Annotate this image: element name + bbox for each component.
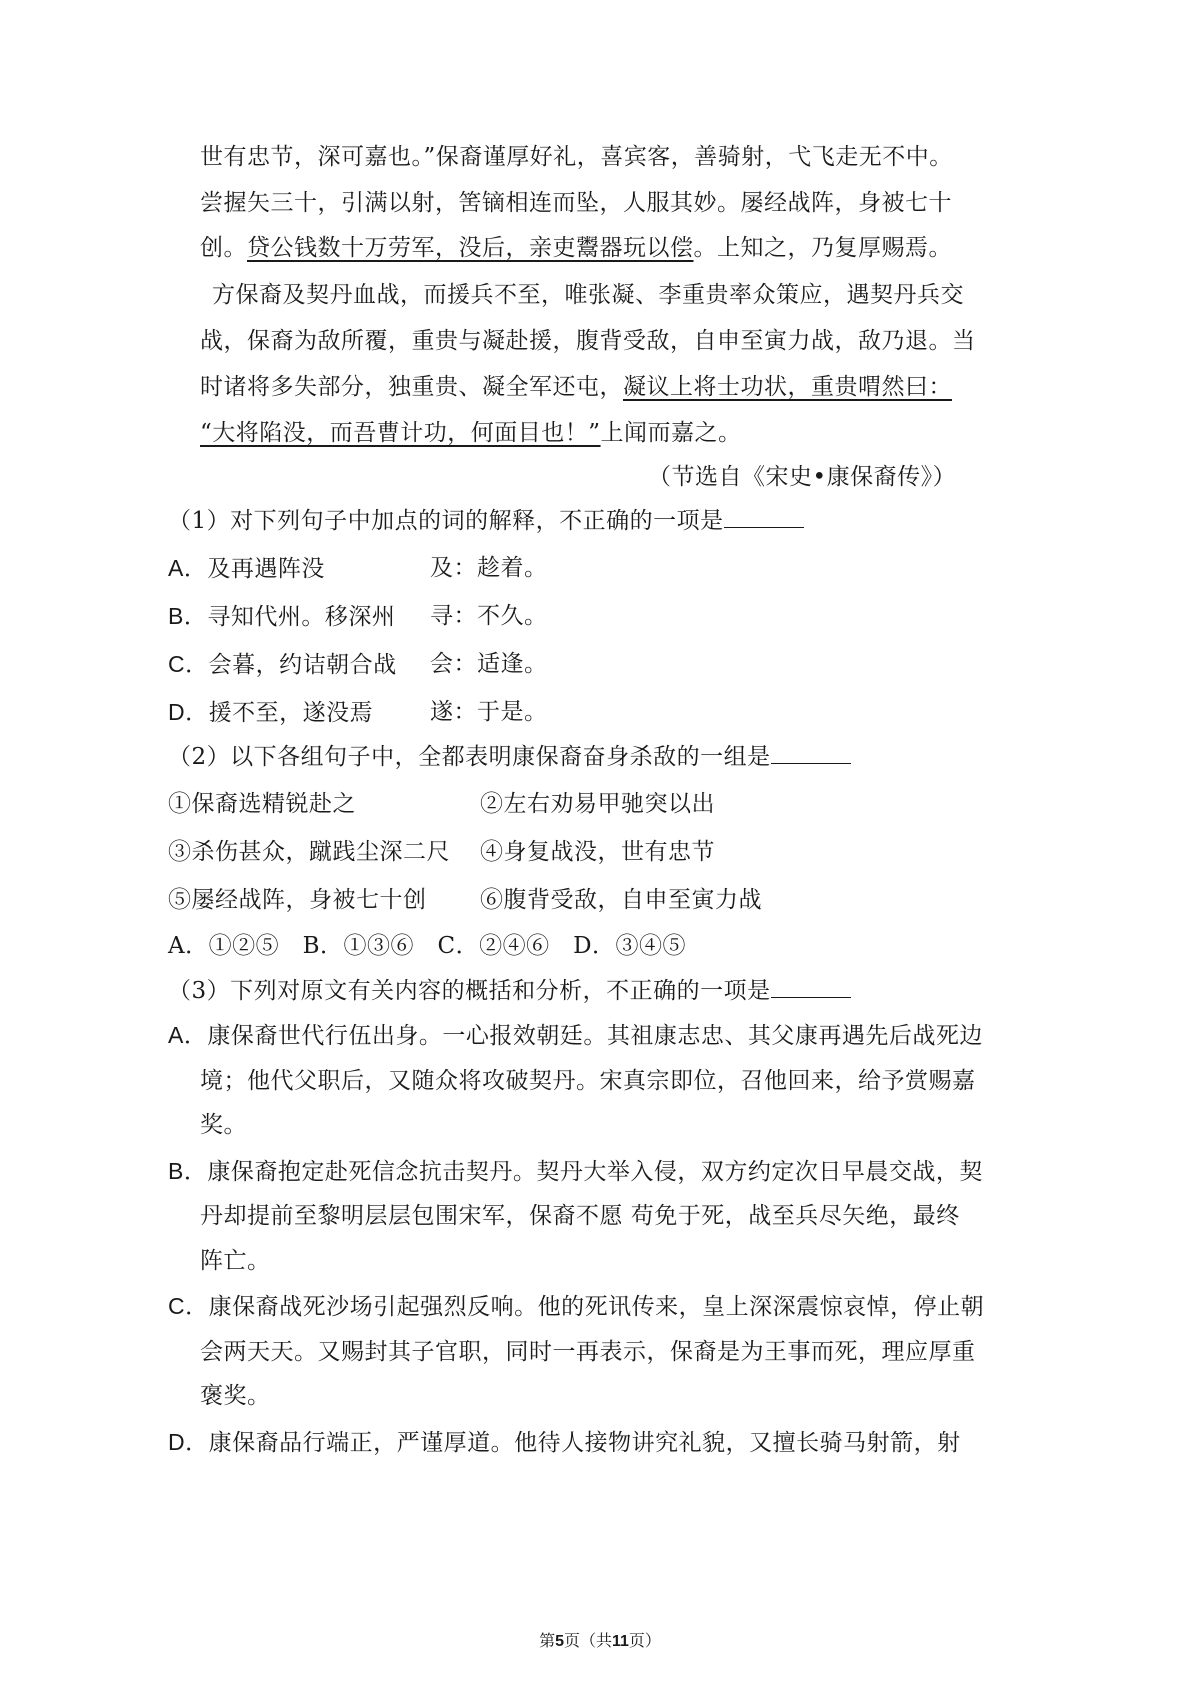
passage-text: 上闻而嘉之。	[600, 420, 742, 446]
q1-option-c-gloss: 会：适逢。	[430, 651, 548, 677]
passage-line: 战，保裔为敌所覆，重贵与凝赴援，腹背受敌，自申至寅力战，敌乃退。当	[200, 328, 976, 354]
question-text: （3）下列对原文有关内容的概括和分析，不正确的一项是	[168, 978, 771, 1004]
footer-text: 页）	[628, 1631, 661, 1650]
option-letter: D．	[168, 699, 209, 725]
passage-text: 。上知之，乃复厚赐焉。	[693, 235, 952, 261]
passage-line	[200, 233, 952, 263]
option-sentence: 援不至，遂没焉	[208, 700, 374, 726]
option-text: 康保裔战死沙场引起强烈反响。他的死讯传来，皇上深深震惊哀悼，停止朝	[208, 1294, 985, 1320]
q3-option-b[interactable]	[168, 1156, 983, 1187]
option-sentence: 寻知代州。移深州	[207, 604, 396, 630]
underlined-sentence: “大将陷没，而吾曹计功，何面目也！”	[200, 420, 601, 446]
footer-text: 第	[539, 1631, 556, 1650]
answer-blank[interactable]	[724, 505, 804, 528]
option-letter: B．	[168, 1158, 208, 1184]
q1-option-b[interactable]	[168, 601, 395, 632]
q2-item: ①保裔选精锐赴之	[168, 791, 356, 817]
passage-text: 时诸将多失部分，独重贵、凝全军还屯，	[200, 374, 623, 400]
page-footer	[0, 1628, 1200, 1651]
q3-option-a-cont: 境；他代父职后，又随众将攻破契丹。宋真宗即位，召他回来，给予赏赐嘉	[200, 1068, 976, 1094]
page-total: 11	[612, 1633, 629, 1650]
underlined-sentence: 凝议上将士功状，重贵喟然曰：	[623, 374, 952, 400]
q1-option-d-gloss: 遂：于是。	[430, 699, 548, 725]
q3-option-c[interactable]	[168, 1291, 984, 1322]
option-sentence: 及再遇阵没	[207, 556, 325, 582]
option-letter: C．	[168, 651, 209, 677]
question-text: （2）以下各组句子中，全都表明康保裔奋身杀敌的一组是	[168, 744, 771, 770]
q2-item: ②左右劝易甲驰突以出	[480, 791, 715, 817]
option-letter: D．	[168, 1429, 209, 1455]
option-letter: A．	[168, 555, 208, 581]
q2-item: ③杀伤甚众，蹴践尘深二尺	[168, 839, 450, 865]
underlined-sentence: 贷公钱数十万劳军，没后，亲吏鬻器玩以偿	[247, 235, 694, 261]
q1-option-c[interactable]	[168, 649, 397, 680]
passage-line: 方保裔及契丹血战，而援兵不至，唯张凝、李重贵率众策应，遇契丹兵交	[212, 282, 964, 308]
option-letter: B．	[168, 603, 208, 629]
answer-blank[interactable]	[771, 741, 851, 764]
passage-line	[200, 418, 742, 448]
option-sentence: 会暮，约诘朝合战	[208, 652, 397, 678]
page-number: 5	[555, 1633, 564, 1650]
q2-answer-options[interactable]: A．①②⑤ B．①③⑥ C．②④⑥ D．③④⑤	[168, 933, 687, 959]
q1-option-a-gloss: 及：趁着。	[430, 555, 548, 581]
question-1-stem	[168, 505, 804, 536]
question-2-stem	[168, 741, 851, 772]
option-letter: C．	[168, 1293, 209, 1319]
passage-line: 尝握矢三十，引满以射，筈镝相连而坠，人服其妙。屡经战阵，身被七十	[200, 190, 952, 216]
q2-item: ④身复战没，世有忠节	[480, 839, 715, 865]
q3-option-b-cont: 阵亡。	[200, 1248, 271, 1274]
q3-option-d[interactable]	[168, 1427, 961, 1458]
option-text: 康保裔抱定赴死信念抗击契丹。契丹大举入侵，双方约定次日早晨交战，契	[207, 1159, 983, 1185]
q3-option-c-cont: 褒奖。	[200, 1383, 271, 1409]
option-letter: A．	[168, 1022, 208, 1048]
passage-line	[200, 372, 952, 402]
question-3-stem	[168, 975, 851, 1006]
q3-option-a[interactable]	[168, 1020, 983, 1051]
q3-option-a-cont: 奖。	[200, 1112, 247, 1138]
source-citation: （节选自《宋史•康保裔传》）	[648, 464, 957, 490]
footer-text: 页（共	[563, 1631, 612, 1650]
answer-blank[interactable]	[771, 975, 851, 998]
q1-option-b-gloss: 寻：不久。	[430, 603, 548, 629]
q2-item: ⑥腹背受敌，自申至寅力战	[480, 887, 762, 913]
passage-line: 世有忠节，深可嘉也。”保裔谨厚好礼，喜宾客，善骑射，弋飞走无不中。	[200, 144, 953, 170]
question-text: （1）对下列句子中加点的词的解释，不正确的一项是	[168, 508, 724, 534]
q3-option-b-cont: 丹却提前至黎明层层包围宋军，保裔不愿 苟免于死，战至兵尽矢绝，最终	[200, 1203, 960, 1229]
option-text: 康保裔世代行伍出身。一心报效朝廷。其祖康志忠、其父康再遇先后战死边	[207, 1023, 983, 1049]
q2-item: ⑤屡经战阵，身被七十创	[168, 887, 427, 913]
q1-option-a[interactable]	[168, 553, 325, 584]
q3-option-c-cont: 会两天天。又赐封其子官职，同时一再表示，保裔是为王事而死，理应厚重	[200, 1339, 976, 1365]
q1-option-d[interactable]	[168, 697, 373, 728]
option-text: 康保裔品行端正，严谨厚道。他待人接物讲究礼貌，又擅长骑马射箭，射	[208, 1430, 961, 1456]
passage-text: 创。	[200, 235, 247, 261]
